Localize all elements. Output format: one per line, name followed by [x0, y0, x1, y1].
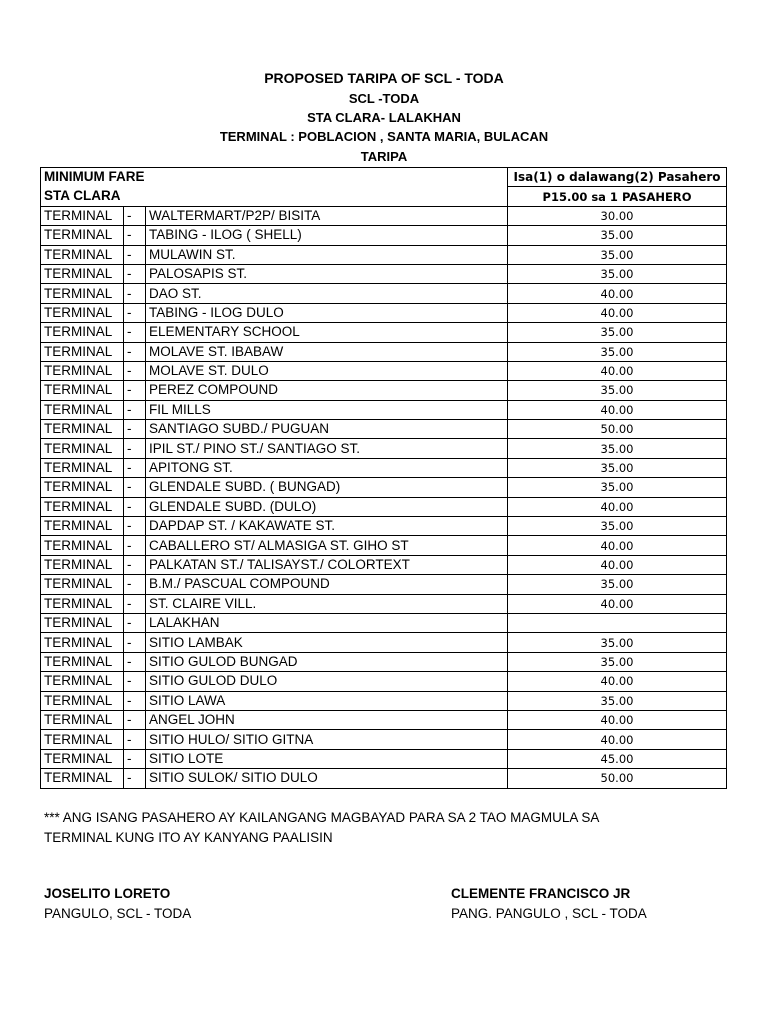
- separator-cell: -: [124, 206, 146, 225]
- destination-cell: PEREZ COMPOUND: [146, 381, 508, 400]
- table-row: [41, 245, 727, 264]
- fare-cell: 35.00: [508, 517, 727, 536]
- fare-cell: 40.00: [508, 497, 727, 516]
- origin-cell: TERMINAL: [41, 749, 124, 768]
- fare-cell: 35.00: [508, 458, 727, 477]
- fare-cell: 35.00: [508, 226, 727, 245]
- table-row: [41, 555, 727, 574]
- separator-cell: -: [124, 555, 146, 574]
- origin-cell: TERMINAL: [41, 303, 124, 322]
- separator-cell: -: [124, 381, 146, 400]
- table-row: [41, 342, 727, 361]
- fare-cell: 35.00: [508, 575, 727, 594]
- origin-cell: TERMINAL: [41, 284, 124, 303]
- separator-cell: -: [124, 594, 146, 613]
- destination-cell: MULAWIN ST.: [146, 245, 508, 264]
- separator-cell: -: [124, 245, 146, 264]
- separator-cell: -: [124, 672, 146, 691]
- table-row: [41, 439, 727, 458]
- origin-cell: TERMINAL: [41, 691, 124, 710]
- rate-subheader: P15.00 sa 1 PASAHERO: [508, 187, 727, 206]
- table-row: [41, 264, 727, 283]
- fare-table: [40, 167, 727, 789]
- origin-cell: TERMINAL: [41, 613, 124, 632]
- fare-table-header-row: [41, 168, 727, 187]
- separator-cell: -: [124, 575, 146, 594]
- origin-cell: TERMINAL: [41, 206, 124, 225]
- destination-cell: SITIO GULOD DULO: [146, 672, 508, 691]
- fare-cell: 35.00: [508, 633, 727, 652]
- table-row: [41, 226, 727, 245]
- table-row: [41, 284, 727, 303]
- destination-cell: WALTERMART/P2P/ BISITA: [146, 206, 508, 225]
- origin-cell: TERMINAL: [41, 594, 124, 613]
- signatory-name: CLEMENTE FRANCISCO JR: [451, 886, 631, 901]
- table-row: [41, 536, 727, 555]
- destination-cell: ST. CLAIRE VILL.: [146, 594, 508, 613]
- destination-cell: SITIO GULOD BUNGAD: [146, 652, 508, 671]
- destination-cell: MOLAVE ST. DULO: [146, 361, 508, 380]
- fare-cell: 35.00: [508, 342, 727, 361]
- signatory-position: PANGULO, SCL - TODA: [44, 906, 192, 921]
- destination-cell: SITIO SULOK/ SITIO DULO: [146, 769, 508, 788]
- fare-cell: 35.00: [508, 245, 727, 264]
- separator-cell: -: [124, 264, 146, 283]
- separator-cell: -: [124, 420, 146, 439]
- fare-cell: 40.00: [508, 400, 727, 419]
- table-row: [41, 206, 727, 225]
- signatory-name: JOSELITO LORETO: [44, 886, 171, 901]
- origin-cell: TERMINAL: [41, 458, 124, 477]
- separator-cell: -: [124, 342, 146, 361]
- table-row: [41, 323, 727, 342]
- destination-cell: TABING - ILOG ( SHELL): [146, 226, 508, 245]
- table-row: [41, 478, 727, 497]
- origin-cell: TERMINAL: [41, 769, 124, 788]
- origin-cell: TERMINAL: [41, 439, 124, 458]
- separator-cell: -: [124, 517, 146, 536]
- separator-cell: -: [124, 458, 146, 477]
- destination-cell: MOLAVE ST. IBABAW: [146, 342, 508, 361]
- separator-cell: -: [124, 400, 146, 419]
- fare-cell: 35.00: [508, 691, 727, 710]
- separator-cell: -: [124, 226, 146, 245]
- table-row: [41, 400, 727, 419]
- destination-cell: IPIL ST./ PINO ST./ SANTIAGO ST.: [146, 439, 508, 458]
- signatory-vice-president: [451, 884, 647, 924]
- table-row: [41, 381, 727, 400]
- separator-cell: -: [124, 536, 146, 555]
- fare-cell: 35.00: [508, 478, 727, 497]
- origin-cell: TERMINAL: [41, 633, 124, 652]
- table-row: [41, 769, 727, 788]
- destination-cell: B.M./ PASCUAL COMPOUND: [146, 575, 508, 594]
- separator-cell: -: [124, 769, 146, 788]
- destination-cell: TABING - ILOG DULO: [146, 303, 508, 322]
- separator-cell: -: [124, 633, 146, 652]
- origin-cell: TERMINAL: [41, 575, 124, 594]
- separator-cell: -: [124, 284, 146, 303]
- fare-cell: 40.00: [508, 594, 727, 613]
- destination-cell: ANGEL JOHN: [146, 710, 508, 729]
- destination-cell: GLENDALE SUBD. (DULO): [146, 497, 508, 516]
- table-row: [41, 497, 727, 516]
- header-terminal: TERMINAL : POBLACION , SANTA MARIA, BULACAN: [219, 129, 549, 144]
- rate-header: Isa(1) o dalawang(2) Pasahero: [508, 168, 727, 187]
- fare-cell: 35.00: [508, 652, 727, 671]
- destination-cell: SITIO LOTE: [146, 749, 508, 768]
- min-fare-label: MINIMUM FARE: [41, 168, 508, 187]
- origin-cell: TERMINAL: [41, 652, 124, 671]
- destination-cell: LALAKHAN: [146, 613, 508, 632]
- payment-note: [44, 808, 684, 848]
- separator-cell: -: [124, 613, 146, 632]
- table-row: [41, 730, 727, 749]
- table-row: [41, 749, 727, 768]
- fare-cell: 35.00: [508, 381, 727, 400]
- table-row: [41, 575, 727, 594]
- document-title: PROPOSED TARIPA OF SCL - TODA: [264, 70, 504, 86]
- signatory-president: [44, 884, 191, 924]
- note-line-2: TERMINAL KUNG ITO AY KANYANG PAALISIN: [44, 830, 333, 845]
- destination-cell: DAPDAP ST. / KAKAWATE ST.: [146, 517, 508, 536]
- origin-cell: TERMINAL: [41, 497, 124, 516]
- destination-cell: CABALLERO ST/ ALMASIGA ST. GIHO ST: [146, 536, 508, 555]
- destination-cell: SANTIAGO SUBD./ PUGUAN: [146, 420, 508, 439]
- destination-cell: FIL MILLS: [146, 400, 508, 419]
- destination-cell: APITONG ST.: [146, 458, 508, 477]
- signatory-position: PANG. PANGULO , SCL - TODA: [451, 906, 647, 921]
- fare-cell: 40.00: [508, 710, 727, 729]
- separator-cell: -: [124, 361, 146, 380]
- fare-cell: 40.00: [508, 555, 727, 574]
- origin-cell: TERMINAL: [41, 361, 124, 380]
- origin-cell: TERMINAL: [41, 323, 124, 342]
- fare-cell: 40.00: [508, 303, 727, 322]
- fare-cell: 40.00: [508, 284, 727, 303]
- fare-cell: 40.00: [508, 672, 727, 691]
- table-row: [41, 517, 727, 536]
- separator-cell: -: [124, 749, 146, 768]
- fare-cell: 35.00: [508, 439, 727, 458]
- separator-cell: -: [124, 730, 146, 749]
- table-row: [41, 303, 727, 322]
- separator-cell: -: [124, 323, 146, 342]
- separator-cell: -: [124, 303, 146, 322]
- fare-cell: [508, 613, 727, 632]
- fare-table-subheader-row: [41, 187, 727, 206]
- destination-cell: ELEMENTARY SCHOOL: [146, 323, 508, 342]
- origin-cell: TERMINAL: [41, 730, 124, 749]
- header-org: SCL -TODA: [348, 91, 420, 106]
- separator-cell: -: [124, 497, 146, 516]
- origin-cell: TERMINAL: [41, 672, 124, 691]
- sta-clara-label: STA CLARA: [41, 187, 508, 206]
- fare-cell: 40.00: [508, 361, 727, 380]
- fare-cell: 40.00: [508, 536, 727, 555]
- table-row: [41, 672, 727, 691]
- origin-cell: TERMINAL: [41, 245, 124, 264]
- destination-cell: SITIO HULO/ SITIO GITNA: [146, 730, 508, 749]
- separator-cell: -: [124, 691, 146, 710]
- origin-cell: TERMINAL: [41, 710, 124, 729]
- header-route: STA CLARA- LALAKHAN: [307, 110, 461, 125]
- table-row: [41, 710, 727, 729]
- origin-cell: TERMINAL: [41, 478, 124, 497]
- table-row: [41, 458, 727, 477]
- table-row: [41, 420, 727, 439]
- origin-cell: TERMINAL: [41, 226, 124, 245]
- origin-cell: TERMINAL: [41, 555, 124, 574]
- destination-cell: SITIO LAMBAK: [146, 633, 508, 652]
- table-row: [41, 361, 727, 380]
- origin-cell: TERMINAL: [41, 420, 124, 439]
- destination-cell: SITIO LAWA: [146, 691, 508, 710]
- table-row: [41, 613, 727, 632]
- fare-cell: 30.00: [508, 206, 727, 225]
- fare-cell: 35.00: [508, 323, 727, 342]
- origin-cell: TERMINAL: [41, 264, 124, 283]
- destination-cell: PALKATAN ST./ TALISAYST./ COLORTEXT: [146, 555, 508, 574]
- origin-cell: TERMINAL: [41, 342, 124, 361]
- note-line-1: *** ANG ISANG PASAHERO AY KAILANGANG MAGBAYAD PARA SA 2 TAO MAGMULA SA: [44, 810, 600, 825]
- destination-cell: PALOSAPIS ST.: [146, 264, 508, 283]
- table-row: [41, 594, 727, 613]
- table-row: [41, 691, 727, 710]
- separator-cell: -: [124, 652, 146, 671]
- fare-cell: 45.00: [508, 749, 727, 768]
- header-taripa: TARIPA: [360, 149, 408, 164]
- destination-cell: DAO ST.: [146, 284, 508, 303]
- table-row: [41, 633, 727, 652]
- fare-cell: 50.00: [508, 769, 727, 788]
- separator-cell: -: [124, 710, 146, 729]
- fare-cell: 35.00: [508, 264, 727, 283]
- separator-cell: -: [124, 439, 146, 458]
- origin-cell: TERMINAL: [41, 381, 124, 400]
- fare-cell: 40.00: [508, 730, 727, 749]
- fare-cell: 50.00: [508, 420, 727, 439]
- origin-cell: TERMINAL: [41, 517, 124, 536]
- origin-cell: TERMINAL: [41, 400, 124, 419]
- table-row: [41, 652, 727, 671]
- destination-cell: GLENDALE SUBD. ( BUNGAD): [146, 478, 508, 497]
- separator-cell: -: [124, 478, 146, 497]
- origin-cell: TERMINAL: [41, 536, 124, 555]
